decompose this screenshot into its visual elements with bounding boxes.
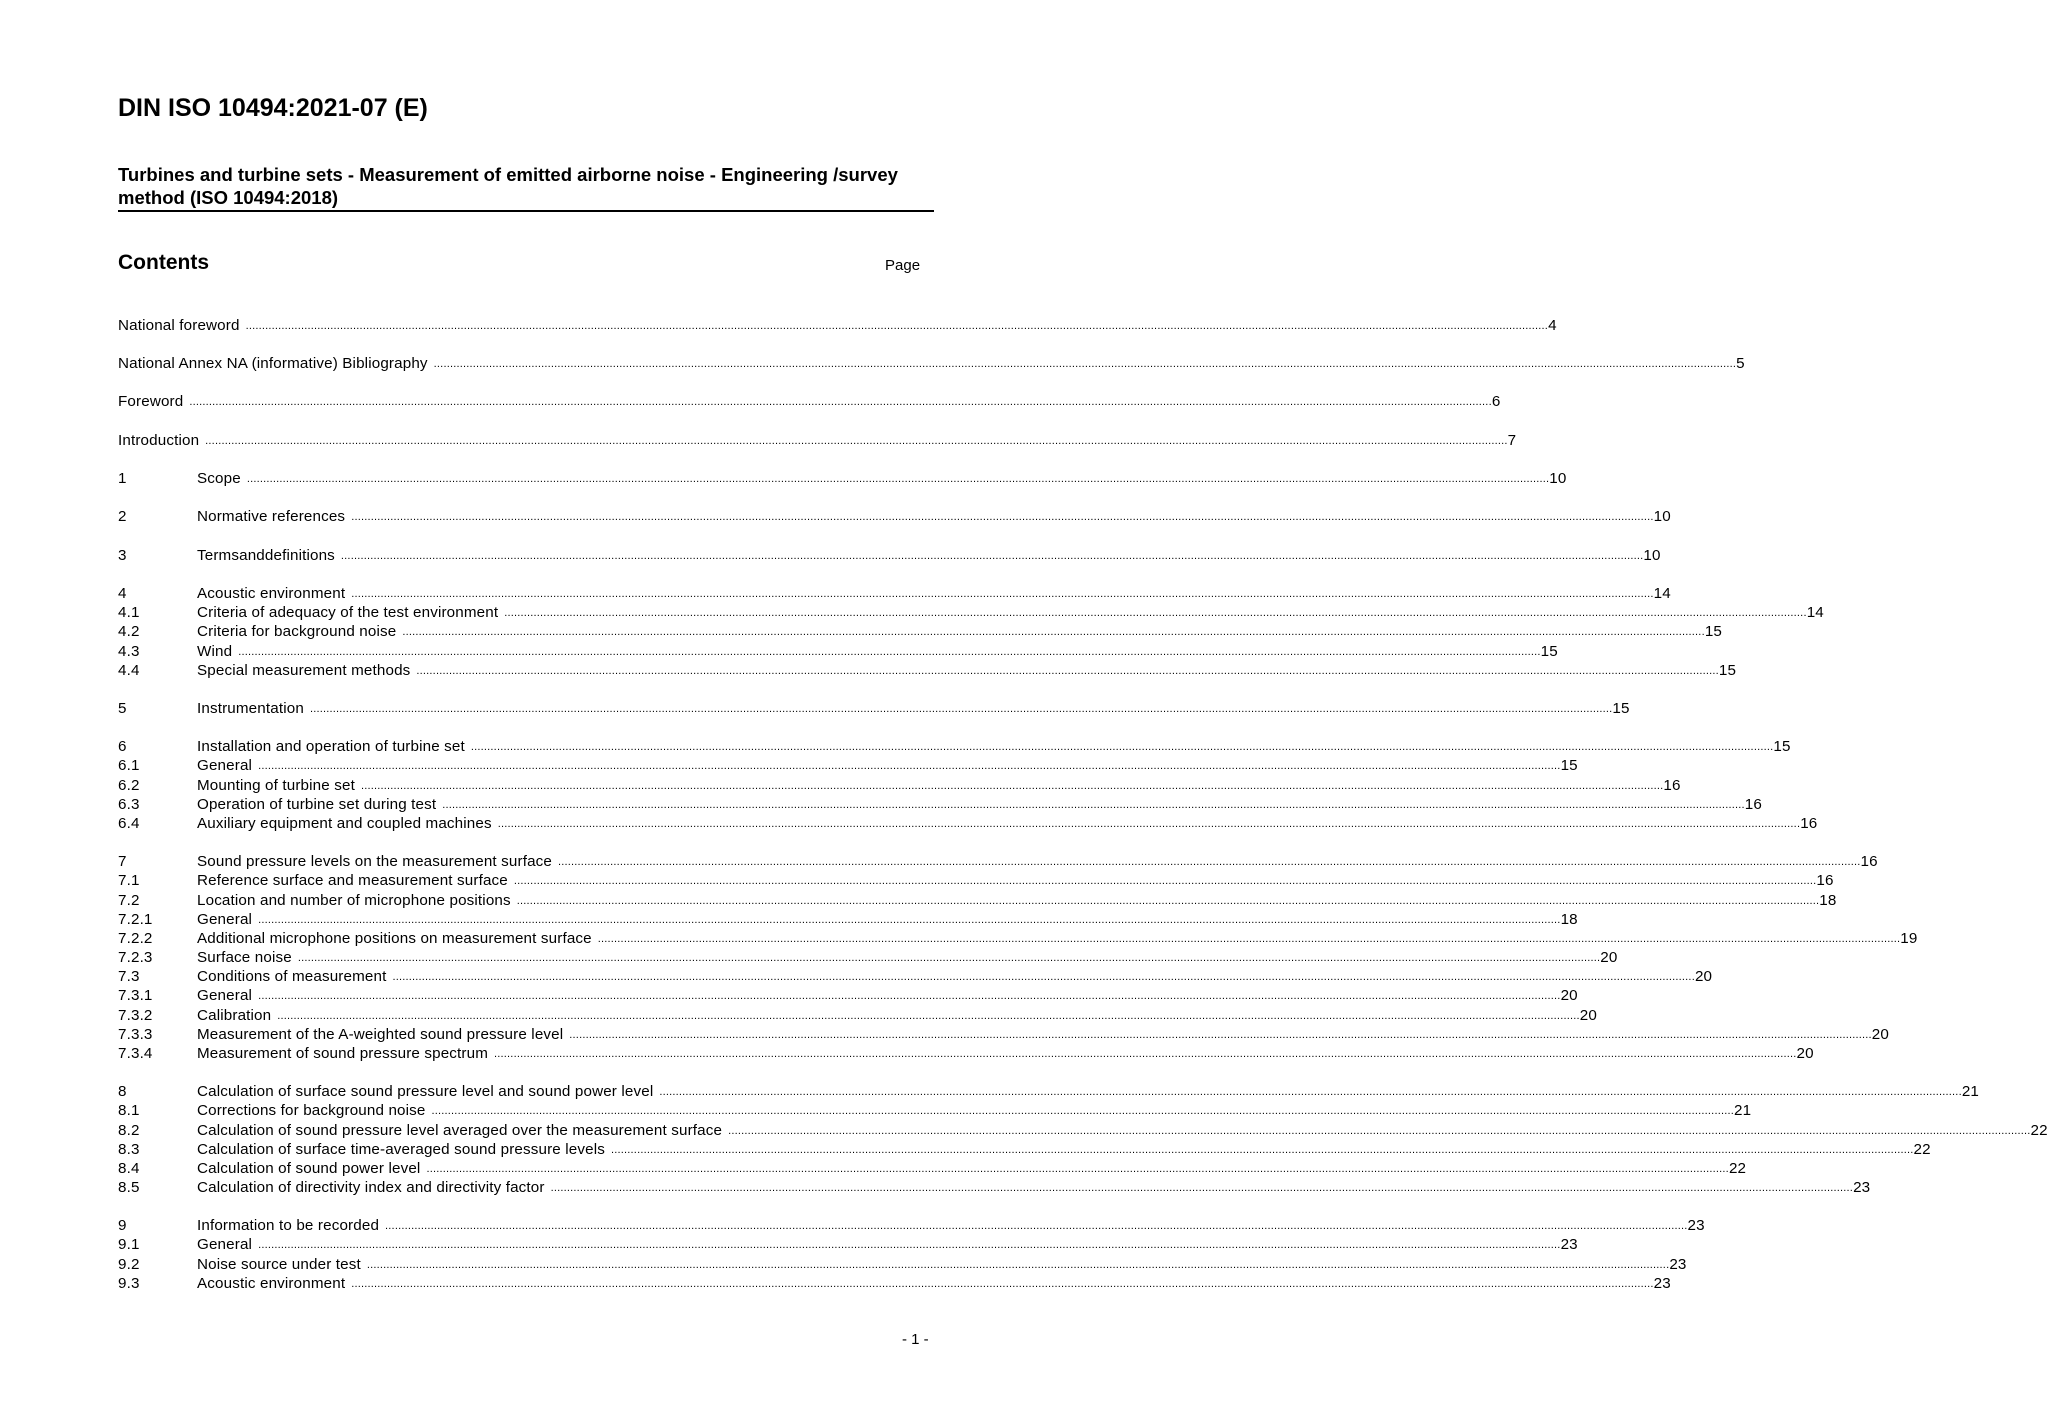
toc-entry-number: 9.1 [118, 1236, 140, 1253]
toc-dot-leader: ................................................................................................................................................................................................................................................................................................................................................................................................................ [611, 1144, 1914, 1156]
toc-entry-page: 15 [1612, 700, 1630, 717]
toc-entry[interactable] [118, 392, 1501, 411]
toc-entry-page: 16 [1800, 815, 1818, 832]
toc-dot-leader: ................................................................................................................................................................................................................................................................................................................................................................................................................ [442, 799, 1745, 811]
toc-entry[interactable] [118, 929, 1918, 948]
toc-entry[interactable] [118, 910, 1578, 929]
toc-entry-title: Acoustic environment [197, 1275, 346, 1292]
toc-entry-number: 9.2 [118, 1256, 140, 1273]
toc-entry-title: Sound pressure levels on the measurement surface [197, 853, 553, 870]
toc-entry[interactable] [118, 776, 1681, 795]
toc-entry[interactable] [118, 642, 1558, 661]
toc-dot-leader: ................................................................................................................................................................................................................................................................................................................................................................................................................ [309, 703, 1613, 715]
toc-entry[interactable] [118, 795, 1762, 814]
toc-entry-page: 21 [1733, 1102, 1752, 1119]
toc-entry-title: Operation of turbine set during test [197, 796, 437, 813]
toc-entry-number: 9.3 [118, 1275, 140, 1292]
toc-entry-page: 20 [1694, 968, 1713, 985]
toc-entry[interactable] [118, 1255, 1687, 1274]
toc-entry-page: 5 [1736, 355, 1745, 372]
toc-entry-page: 15 [1560, 757, 1578, 774]
toc-entry[interactable] [118, 469, 1567, 488]
toc-dot-leader: ................................................................................................................................................................................................................................................................................................................................................................................................................ [569, 1029, 1872, 1041]
toc-entry-number: 8.2 [118, 1122, 140, 1139]
toc-entry-number: 5 [118, 700, 127, 717]
toc-entry-title: General [197, 911, 253, 928]
toc-dot-leader: ................................................................................................................................................................................................................................................................................................................................................................................................................ [392, 971, 1695, 983]
toc-entry-page: 23 [1853, 1179, 1871, 1196]
toc-entry[interactable] [118, 1121, 2048, 1140]
toc-entry-title: Instrumentation [197, 700, 304, 717]
toc-entry-title: Termsanddefinitions [197, 547, 335, 564]
toc-entry[interactable] [118, 546, 1661, 565]
toc-entry-page: 20 [1796, 1045, 1814, 1062]
toc-entry-page: 21 [1961, 1083, 1980, 1100]
toc-entry-title: General [197, 1236, 253, 1253]
toc-entry[interactable] [118, 1101, 1752, 1120]
toc-entry-page: 10 [1643, 547, 1661, 564]
toc-entry-number: 4.4 [118, 662, 140, 679]
toc-entry[interactable] [118, 507, 1671, 526]
toc-entry-page: 16 [1860, 853, 1878, 870]
toc-entry[interactable] [118, 1082, 1980, 1101]
toc-entry-page: 16 [1663, 777, 1681, 794]
toc-dot-leader: ................................................................................................................................................................................................................................................................................................................................................................................................................ [402, 626, 1705, 638]
toc-entry-title: Reference surface and measurement surface [197, 872, 508, 889]
toc-entry[interactable] [118, 1006, 1597, 1025]
toc-entry-page: 23 [1653, 1275, 1671, 1292]
toc-entry-number: 7.2.2 [118, 930, 153, 947]
toc-entry-title: Scope [197, 470, 241, 487]
toc-entry-page: 18 [1819, 892, 1837, 909]
toc-entry-title: Additional microphone positions on measurement surface [197, 930, 592, 947]
toc-entry-title: Calculation of surface sound pressure level and sound power level [197, 1083, 654, 1100]
toc-entry[interactable] [118, 814, 1818, 833]
toc-entry-number: 7.2 [118, 892, 140, 909]
toc-entry-number: 4 [118, 585, 127, 602]
toc-entry-page: 20 [1600, 949, 1618, 966]
toc-entry[interactable] [118, 948, 1618, 967]
toc-entry-title: Surface noise [197, 949, 292, 966]
toc-dot-leader: ................................................................................................................................................................................................................................................................................................................................................................................................................ [597, 933, 1901, 945]
toc-entry[interactable] [118, 891, 1837, 910]
toc-dot-leader: ................................................................................................................................................................................................................................................................................................................................................................................................................ [513, 875, 1817, 887]
toc-entry-number: 6.4 [118, 815, 140, 832]
toc-entry-title: Normative references [197, 508, 346, 525]
toc-dot-leader: ................................................................................................................................................................................................................................................................................................................................................................................................................ [504, 607, 1807, 619]
toc-dot-leader: ................................................................................................................................................................................................................................................................................................................................................................................................................ [351, 1278, 1654, 1290]
toc-entry-page: 10 [1549, 470, 1567, 487]
toc-dot-leader: ................................................................................................................................................................................................................................................................................................................................................................................................................ [258, 1239, 1561, 1251]
toc-entry-number: 6.2 [118, 777, 140, 794]
toc-entry-title: General [197, 987, 253, 1004]
toc-entry-number: 9 [118, 1217, 127, 1234]
toc-entry-number: 7.3.3 [118, 1026, 153, 1043]
toc-entry-page: 7 [1507, 432, 1517, 449]
toc-entry-number: 1 [118, 470, 127, 487]
toc-dot-leader: ................................................................................................................................................................................................................................................................................................................................................................................................................ [351, 588, 1654, 600]
toc-entry-number: 4.1 [118, 604, 140, 621]
toc-dot-leader: ................................................................................................................................................................................................................................................................................................................................................................................................................ [189, 396, 1492, 408]
toc-entry[interactable] [118, 431, 1517, 450]
toc-dot-leader: ................................................................................................................................................................................................................................................................................................................................................................................................................ [558, 856, 1861, 868]
toc-dot-leader: ................................................................................................................................................................................................................................................................................................................................................................................................................ [426, 1163, 1729, 1175]
toc-entry-page: 10 [1653, 508, 1671, 525]
toc-dot-leader: ................................................................................................................................................................................................................................................................................................................................................................................................................ [516, 895, 1820, 907]
toc-entry-number: 7.2.1 [118, 911, 153, 928]
toc-entry-title: Calculation of sound power level [197, 1160, 421, 1177]
toc-dot-leader: ................................................................................................................................................................................................................................................................................................................................................................................................................ [258, 914, 1561, 926]
toc-entry-title: Measurement of sound pressure spectrum [197, 1045, 489, 1062]
toc-entry-title: Noise source under test [197, 1256, 361, 1273]
toc-entry-number: 7.3.4 [118, 1045, 153, 1062]
toc-entry-title: Criteria of adequacy of the test environment [197, 604, 499, 621]
toc-entry-page: 15 [1704, 623, 1723, 640]
toc-dot-leader: ................................................................................................................................................................................................................................................................................................................................................................................................................ [277, 1010, 1580, 1022]
toc-entry-number: 8.3 [118, 1141, 140, 1158]
toc-entry[interactable] [118, 661, 1737, 680]
toc-entry-page: 20 [1560, 987, 1578, 1004]
toc-entry-number: 8.4 [118, 1160, 140, 1177]
toc-entry-title: Foreword [118, 393, 184, 410]
toc-dot-leader: ................................................................................................................................................................................................................................................................................................................................................................................................................ [366, 1259, 1670, 1271]
toc-entry-number: 3 [118, 547, 127, 564]
toc-entry-page: 22 [2030, 1122, 2048, 1139]
page-number: - 1 - [902, 1331, 929, 1348]
toc-entry-page: 15 [1773, 738, 1791, 755]
toc-entry-number: 2 [118, 508, 127, 525]
toc-entry-page: 23 [1687, 1217, 1705, 1234]
toc-entry[interactable] [118, 871, 1834, 890]
toc-entry-title: Criteria for background noise [197, 623, 397, 640]
toc-entry-page: 23 [1669, 1256, 1687, 1273]
toc-entry-title: Wind [197, 643, 233, 660]
toc-dot-leader: ................................................................................................................................................................................................................................................................................................................................................................................................................ [433, 358, 1737, 370]
toc-entry[interactable] [118, 1159, 1747, 1178]
toc-entry-title: Auxiliary equipment and coupled machines [197, 815, 492, 832]
toc-entry[interactable] [118, 1178, 1871, 1197]
toc-entry[interactable] [118, 316, 1557, 335]
toc-dot-leader: ................................................................................................................................................................................................................................................................................................................................................................................................................ [245, 320, 1549, 332]
toc-dot-leader: ................................................................................................................................................................................................................................................................................................................................................................................................................ [550, 1182, 1854, 1194]
toc-dot-leader: ................................................................................................................................................................................................................................................................................................................................................................................................................ [205, 435, 1508, 447]
toc-dot-leader: ................................................................................................................................................................................................................................................................................................................................................................................................................ [246, 473, 1550, 485]
toc-entry-title: Information to be recorded [197, 1217, 380, 1234]
contents-heading: Contents [118, 251, 209, 274]
toc-entry[interactable] [118, 354, 1745, 373]
toc-entry-page: 23 [1560, 1236, 1578, 1253]
toc-dot-leader: ................................................................................................................................................................................................................................................................................................................................................................................................................ [497, 818, 1801, 830]
toc-entry-title: Corrections for background noise [197, 1102, 426, 1119]
toc-entry-number: 8 [118, 1083, 127, 1100]
toc-entry[interactable] [118, 1274, 1671, 1293]
toc-dot-leader: ................................................................................................................................................................................................................................................................................................................................................................................................................ [728, 1125, 2031, 1137]
toc-entry-title: Calculation of sound pressure level averaged over the measurement surface [197, 1122, 723, 1139]
toc-entry-page: 19 [1900, 930, 1918, 947]
toc-entry[interactable] [118, 699, 1630, 718]
toc-entry-page: 20 [1579, 1007, 1597, 1024]
toc-entry[interactable] [118, 737, 1791, 756]
toc-entry-number: 7.3 [118, 968, 140, 985]
toc-entry-page: 14 [1806, 604, 1824, 621]
toc-dot-leader: ................................................................................................................................................................................................................................................................................................................................................................................................................ [494, 1048, 1797, 1060]
toc-entry[interactable] [118, 756, 1578, 775]
toc-entry-page: 14 [1653, 585, 1671, 602]
toc-entry[interactable] [118, 1140, 1931, 1159]
toc-entry-title: Introduction [118, 432, 200, 449]
toc-entry-page: 16 [1816, 872, 1834, 889]
toc-entry-page: 16 [1744, 796, 1762, 813]
toc-entry-title: Calibration [197, 1007, 272, 1024]
toc-entry-title: Conditions of measurement [197, 968, 387, 985]
toc-entry-page: 22 [1913, 1141, 1931, 1158]
toc-entry-title: Measurement of the A-weighted sound pressure level [197, 1026, 564, 1043]
toc-dot-leader: ................................................................................................................................................................................................................................................................................................................................................................................................................ [360, 780, 1664, 792]
toc-entry-page: 18 [1560, 911, 1578, 928]
toc-dot-leader: ................................................................................................................................................................................................................................................................................................................................................................................................................ [351, 511, 1654, 523]
toc-dot-leader: ................................................................................................................................................................................................................................................................................................................................................................................................................ [470, 741, 1774, 753]
toc-entry-page: 20 [1871, 1026, 1889, 1043]
toc-dot-leader: ................................................................................................................................................................................................................................................................................................................................................................................................................ [297, 952, 1601, 964]
toc-entry-page: 22 [1728, 1160, 1747, 1177]
toc-dot-leader: ................................................................................................................................................................................................................................................................................................................................................................................................................ [416, 665, 1719, 677]
toc-entry[interactable] [118, 584, 1671, 603]
document-title: Turbines and turbine sets - Measurement of emitted airborne noise - Engineering /survey method (ISO 10494:2018) [118, 164, 898, 208]
toc-entry[interactable] [118, 852, 1878, 871]
toc-entry[interactable] [118, 967, 1713, 986]
toc-entry-page: 4 [1548, 317, 1557, 334]
toc-entry[interactable] [118, 1216, 1705, 1235]
toc-entry-number: 4.3 [118, 643, 140, 660]
toc-dot-leader: ................................................................................................................................................................................................................................................................................................................................................................................................................ [659, 1086, 1962, 1098]
toc-entry-number: 8.5 [118, 1179, 140, 1196]
toc-entry-title: Location and number of microphone positions [197, 892, 511, 909]
toc-dot-leader: ................................................................................................................................................................................................................................................................................................................................................................................................................ [258, 990, 1561, 1002]
page-column-label: Page [885, 257, 921, 274]
toc-entry-title: Calculation of surface time-averaged sound pressure levels [197, 1141, 606, 1158]
toc-dot-leader: ................................................................................................................................................................................................................................................................................................................................................................................................................ [385, 1220, 1688, 1232]
document-id: DIN ISO 10494:2021-07 (E) [118, 94, 428, 122]
toc-entry[interactable] [118, 1025, 1889, 1044]
toc-entry[interactable] [118, 1235, 1578, 1254]
toc-entry-title: Acoustic environment [197, 585, 346, 602]
toc-entry[interactable] [118, 1044, 1814, 1063]
toc-entry-number: 6.3 [118, 796, 140, 813]
toc-entry-title: General [197, 757, 253, 774]
toc-entry-number: 7.3.2 [118, 1007, 153, 1024]
title-divider [118, 210, 934, 212]
toc-entry-number: 7.3.1 [118, 987, 153, 1004]
toc-dot-leader: ................................................................................................................................................................................................................................................................................................................................................................................................................ [238, 646, 1541, 658]
toc-entry[interactable] [118, 986, 1578, 1005]
toc-dot-leader: ................................................................................................................................................................................................................................................................................................................................................................................................................ [258, 760, 1561, 772]
toc-entry-title: Special measurement methods [197, 662, 411, 679]
toc-entry-title: National Annex NA (informative) Bibliography [118, 355, 428, 372]
toc-entry-page: 15 [1540, 643, 1558, 660]
toc-entry[interactable] [118, 622, 1723, 641]
toc-entry-number: 6 [118, 738, 127, 755]
toc-entry-number: 8.1 [118, 1102, 140, 1119]
toc-entry-number: 7.2.3 [118, 949, 153, 966]
toc-entry-number: 7 [118, 853, 127, 870]
toc-dot-leader: ................................................................................................................................................................................................................................................................................................................................................................................................................ [431, 1105, 1734, 1117]
toc-entry-title: National foreword [118, 317, 240, 334]
toc-entry-title: Installation and operation of turbine set [197, 738, 465, 755]
toc-entry-title: Calculation of directivity index and directivity factor [197, 1179, 545, 1196]
toc-dot-leader: ................................................................................................................................................................................................................................................................................................................................................................................................................ [340, 550, 1644, 562]
toc-entry-number: 6.1 [118, 757, 140, 774]
toc-entry-page: 6 [1491, 393, 1501, 410]
toc-entry-number: 4.2 [118, 623, 140, 640]
toc-entry-number: 7.1 [118, 872, 140, 889]
toc-entry-page: 15 [1718, 662, 1737, 679]
toc-entry-title: Mounting of turbine set [197, 777, 355, 794]
toc-entry[interactable] [118, 603, 1824, 622]
